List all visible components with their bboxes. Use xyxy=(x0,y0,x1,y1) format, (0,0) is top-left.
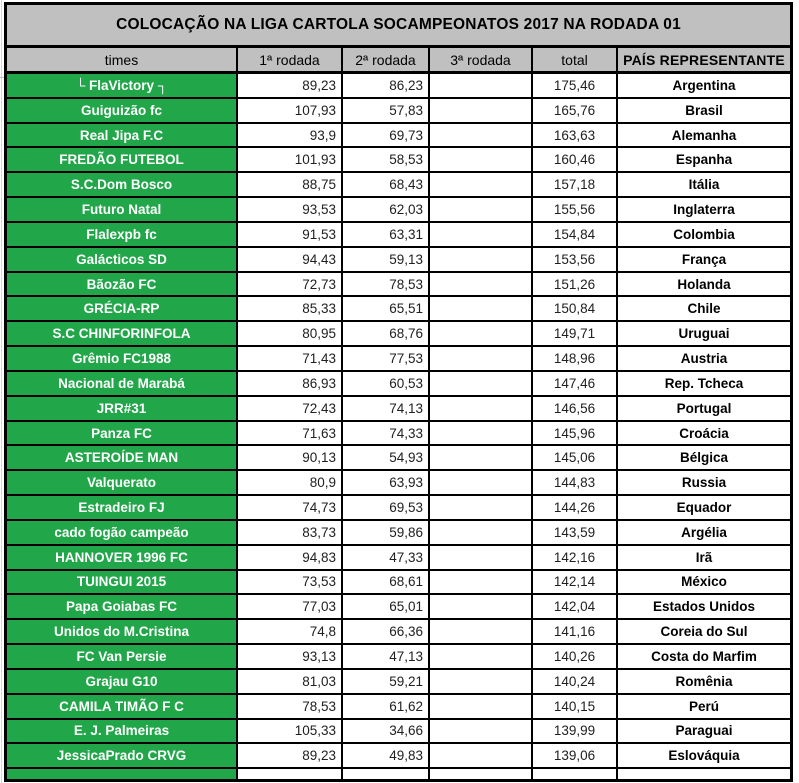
cell-round3[interactable] xyxy=(430,670,533,693)
cell-round3[interactable] xyxy=(430,695,533,718)
league-standings-table xyxy=(4,2,793,782)
cell-team[interactable]: Papa Goiabas FC xyxy=(7,595,238,618)
table-row xyxy=(7,446,790,471)
cell-country[interactable]: Uruguai xyxy=(678,326,730,342)
table-row xyxy=(7,595,790,620)
cell-round2[interactable]: 66,36 xyxy=(343,620,430,643)
table-body xyxy=(7,74,790,769)
cell-round3[interactable] xyxy=(430,645,533,668)
header-row xyxy=(7,48,790,74)
cell-round1[interactable]: 89,23 xyxy=(238,744,343,767)
cell-round3[interactable] xyxy=(430,422,533,445)
cell-total[interactable]: 142,16 xyxy=(533,546,618,569)
table-row xyxy=(7,521,790,546)
cell-round3[interactable] xyxy=(430,372,533,395)
cell-team[interactable]: Grajau G10 xyxy=(7,670,238,693)
table-row xyxy=(7,496,790,521)
cell-round2[interactable] xyxy=(343,769,430,779)
table-row xyxy=(7,223,790,248)
cell-round3[interactable] xyxy=(430,546,533,569)
cell-team[interactable]: FC Van Persie xyxy=(7,645,238,668)
cell-team[interactable]: Valquerato xyxy=(7,471,238,494)
cell-country[interactable]: Portugal xyxy=(676,400,732,416)
cell-round3[interactable] xyxy=(430,148,533,171)
cell-team[interactable]: E. J. Palmeiras xyxy=(7,720,238,743)
cell-round3[interactable] xyxy=(430,173,533,196)
cell-country[interactable]: Holanda xyxy=(677,276,731,292)
cell-country[interactable]: Croácia xyxy=(679,425,729,441)
cell-country[interactable]: Argélia xyxy=(681,524,727,540)
cell-team[interactable] xyxy=(7,769,238,779)
cell-team[interactable]: Real Jipa F.C xyxy=(7,124,238,147)
cell-round3[interactable] xyxy=(430,74,533,97)
cell-country[interactable]: Alemanha xyxy=(671,127,737,143)
cell-team[interactable]: GRÉCIA-RP xyxy=(7,297,238,320)
cell-total[interactable]: 139,06 xyxy=(533,744,618,767)
column-header-rodada-1[interactable]: 1ª rodada xyxy=(238,48,343,71)
table-row xyxy=(7,322,790,347)
cell-total[interactable]: 153,56 xyxy=(533,248,618,271)
cell-country[interactable]: Eslováquia xyxy=(668,748,740,764)
cell-total[interactable]: 141,16 xyxy=(533,620,618,643)
cell-total[interactable]: 148,96 xyxy=(533,347,618,370)
cell-round1[interactable]: 73,53 xyxy=(238,571,343,594)
cell-total[interactable]: 151,26 xyxy=(533,273,618,296)
cell-round2[interactable]: 69,73 xyxy=(343,124,430,147)
sheet-gridline-vertical xyxy=(1,0,2,783)
table-row xyxy=(7,124,790,149)
cell-total[interactable]: 175,46 xyxy=(533,74,618,97)
column-header-pais[interactable]: PAÍS REPRESENTANTE xyxy=(623,51,785,68)
cell-total[interactable]: 143,59 xyxy=(533,521,618,544)
cell-round2[interactable]: 61,62 xyxy=(343,695,430,718)
cell-round2[interactable]: 77,53 xyxy=(343,347,430,370)
cell-round2[interactable]: 59,86 xyxy=(343,521,430,544)
cell-round1[interactable]: 93,13 xyxy=(238,645,343,668)
cell-round2[interactable]: 68,61 xyxy=(343,571,430,594)
cell-total[interactable]: 145,06 xyxy=(533,446,618,469)
cell-country[interactable]: Estados Unidos xyxy=(652,599,755,615)
cell-total[interactable]: 144,26 xyxy=(533,496,618,519)
cell-round3[interactable] xyxy=(430,248,533,271)
column-header-rodada-3[interactable]: 3ª rodada xyxy=(430,48,533,71)
cell-round3[interactable] xyxy=(430,297,533,320)
cell-round1[interactable]: 94,43 xyxy=(238,248,343,271)
cell-round1[interactable]: 72,73 xyxy=(238,273,343,296)
cell-country[interactable]: Itália xyxy=(688,177,720,193)
cell-team[interactable]: Nacional de Marabá xyxy=(7,372,238,395)
table-title-cell[interactable] xyxy=(7,5,790,48)
table-row xyxy=(7,273,790,298)
cell-round1[interactable]: 93,9 xyxy=(238,124,343,147)
cell-round3[interactable] xyxy=(430,471,533,494)
cell-country[interactable]: Equador xyxy=(676,499,732,515)
cell-round2[interactable]: 63,31 xyxy=(343,223,430,246)
cell-round2[interactable]: 62,03 xyxy=(343,198,430,221)
cell-round2[interactable]: 60,53 xyxy=(343,372,430,395)
column-header-times[interactable]: times xyxy=(7,48,238,71)
cell-team[interactable]: Flalexpb fc xyxy=(7,223,238,246)
cell-round1[interactable]: 107,93 xyxy=(238,99,343,122)
cell-team[interactable]: Guiguizão fc xyxy=(7,99,238,122)
cell-country[interactable]: Perú xyxy=(688,698,719,714)
cell-round3[interactable] xyxy=(430,595,533,618)
cell-round1[interactable]: 89,23 xyxy=(238,74,343,97)
table-row xyxy=(7,198,790,223)
cell-round3[interactable] xyxy=(430,99,533,122)
cell-round1[interactable]: 86,93 xyxy=(238,372,343,395)
cell-round3[interactable] xyxy=(430,347,533,370)
cell-total[interactable]: 140,26 xyxy=(533,645,618,668)
table-row xyxy=(7,99,790,124)
cell-round3[interactable] xyxy=(430,620,533,643)
cell-team[interactable]: Estradeiro FJ xyxy=(7,496,238,519)
cell-round2[interactable]: 86,23 xyxy=(343,74,430,97)
cell-round3[interactable] xyxy=(430,223,533,246)
cell-round2[interactable]: 59,13 xyxy=(343,248,430,271)
cell-team[interactable]: JessicaPrado CRVG xyxy=(7,744,238,767)
cell-round2[interactable]: 69,53 xyxy=(343,496,430,519)
cell-total[interactable]: 145,96 xyxy=(533,422,618,445)
cell-round1[interactable]: 88,75 xyxy=(238,173,343,196)
cell-round1[interactable]: 81,03 xyxy=(238,670,343,693)
cell-round1[interactable]: 94,83 xyxy=(238,546,343,569)
cell-team[interactable]: cado fogão campeão xyxy=(7,521,238,544)
cell-total[interactable]: 147,46 xyxy=(533,372,618,395)
cell-total[interactable]: 157,18 xyxy=(533,173,618,196)
cell-country[interactable]: Inglaterra xyxy=(673,202,735,218)
cell-round1[interactable]: 91,53 xyxy=(238,223,343,246)
cell-country[interactable]: Coreia do Sul xyxy=(660,624,748,640)
cell-country[interactable]: México xyxy=(681,574,727,590)
cell-team[interactable]: CAMILA TIMÃO F C xyxy=(7,695,238,718)
cell-country[interactable]: França xyxy=(681,251,727,267)
cell-round1[interactable]: 80,95 xyxy=(238,322,343,345)
cell-round1[interactable]: 71,43 xyxy=(238,347,343,370)
cell-team[interactable]: Futuro Natal xyxy=(7,198,238,221)
cell-round2[interactable]: 59,21 xyxy=(343,670,430,693)
cell-round2[interactable]: 49,83 xyxy=(343,744,430,767)
cell-team[interactable]: └ FlaVictory ┐ xyxy=(7,74,238,97)
cell-round3[interactable] xyxy=(430,446,533,469)
cell-round3[interactable] xyxy=(430,769,533,779)
cell-round1[interactable]: 78,53 xyxy=(238,695,343,718)
table-row xyxy=(7,645,790,670)
cell-country[interactable]: Colombia xyxy=(673,226,735,242)
cell-country[interactable]: Argentina xyxy=(672,77,736,93)
cell-country[interactable]: Russia xyxy=(681,475,727,491)
cell-round1[interactable]: 83,73 xyxy=(238,521,343,544)
cell-team[interactable]: Bãozão FC xyxy=(7,273,238,296)
table-row xyxy=(7,720,790,745)
cell-country[interactable]: Paraguai xyxy=(675,723,733,739)
cell-country[interactable]: Bélgica xyxy=(679,450,729,466)
table-row xyxy=(7,397,790,422)
cell-team[interactable]: HANNOVER 1996 FC xyxy=(7,546,238,569)
cell-round3[interactable] xyxy=(430,397,533,420)
cell-team[interactable]: Unidos do M.Cristina xyxy=(7,620,238,643)
cell-round1[interactable]: 105,33 xyxy=(238,720,343,743)
cell-round2[interactable]: 68,76 xyxy=(343,322,430,345)
cell-team[interactable]: JRR#31 xyxy=(7,397,238,420)
cell-round3[interactable] xyxy=(430,322,533,345)
cell-total[interactable]: 160,46 xyxy=(533,148,618,171)
cell-round2[interactable]: 57,83 xyxy=(343,99,430,122)
cell-total[interactable]: 146,56 xyxy=(533,397,618,420)
cell-team[interactable]: Grêmio FC1988 xyxy=(7,347,238,370)
cell-round2[interactable]: 47,33 xyxy=(343,546,430,569)
cell-round3[interactable] xyxy=(430,521,533,544)
cell-team[interactable]: ASTEROÍDE MAN xyxy=(7,446,238,469)
cell-total[interactable]: 142,04 xyxy=(533,595,618,618)
table-row xyxy=(7,471,790,496)
table-row xyxy=(7,422,790,447)
cell-total[interactable]: 140,15 xyxy=(533,695,618,718)
cell-round1[interactable]: 90,13 xyxy=(238,446,343,469)
cell-round2[interactable]: 74,13 xyxy=(343,397,430,420)
table-row xyxy=(7,347,790,372)
cell-total[interactable]: 140,24 xyxy=(533,670,618,693)
cell-round2[interactable]: 68,43 xyxy=(343,173,430,196)
table-row xyxy=(7,297,790,322)
cell-round2[interactable]: 47,13 xyxy=(343,645,430,668)
cell-country[interactable]: Chile xyxy=(687,301,721,317)
cell-country[interactable]: Austria xyxy=(680,351,728,367)
cell-total[interactable]: 144,83 xyxy=(533,471,618,494)
table-row xyxy=(7,546,790,571)
cell-country[interactable]: Brasil xyxy=(685,102,723,118)
cell-total[interactable]: 139,99 xyxy=(533,720,618,743)
cell-round1[interactable] xyxy=(238,769,343,779)
cell-country[interactable]: Romênia xyxy=(675,673,733,689)
cell-team[interactable]: Galácticos SD xyxy=(7,248,238,271)
cell-round2[interactable]: 65,01 xyxy=(343,595,430,618)
cell-round2[interactable]: 54,93 xyxy=(343,446,430,469)
cell-total[interactable] xyxy=(533,769,618,779)
cell-round2[interactable]: 63,93 xyxy=(343,471,430,494)
cell-country[interactable]: Rep. Tcheca xyxy=(664,375,744,391)
cell-country[interactable]: Espanha xyxy=(675,152,733,168)
cell-round3[interactable] xyxy=(430,273,533,296)
cell-team[interactable]: TUINGUI 2015 xyxy=(7,571,238,594)
cell-round1[interactable]: 85,33 xyxy=(238,297,343,320)
cell-round1[interactable]: 93,53 xyxy=(238,198,343,221)
table-row xyxy=(7,744,790,769)
cell-total[interactable]: 142,14 xyxy=(533,571,618,594)
cell-round3[interactable] xyxy=(430,496,533,519)
cell-round1[interactable]: 74,73 xyxy=(238,496,343,519)
cell-total[interactable]: 165,76 xyxy=(533,99,618,122)
table-row xyxy=(7,670,790,695)
cell-country[interactable]: Costa do Marfim xyxy=(651,648,757,664)
cell-round1[interactable]: 101,93 xyxy=(238,148,343,171)
table-row xyxy=(7,571,790,596)
table-title: COLOCAÇÃO NA LIGA CARTOLA SOCAMPEONATOS 2017 NA RODADA 01 xyxy=(116,16,681,33)
cell-total[interactable]: 150,84 xyxy=(533,297,618,320)
table-row xyxy=(7,620,790,645)
cell-round3[interactable] xyxy=(430,124,533,147)
partial-next-row xyxy=(7,769,790,779)
cell-round3[interactable] xyxy=(430,571,533,594)
cell-round2[interactable]: 74,33 xyxy=(343,422,430,445)
table-row xyxy=(7,74,790,99)
cell-round3[interactable] xyxy=(430,720,533,743)
cell-round2[interactable]: 58,53 xyxy=(343,148,430,171)
cell-round1[interactable]: 77,03 xyxy=(238,595,343,618)
cell-round1[interactable]: 80,9 xyxy=(238,471,343,494)
cell-team[interactable]: FREDÃO FUTEBOL xyxy=(7,148,238,171)
cell-round3[interactable] xyxy=(430,744,533,767)
table-row xyxy=(7,148,790,173)
column-header-total[interactable]: total xyxy=(533,48,618,71)
cell-round2[interactable]: 65,51 xyxy=(343,297,430,320)
cell-team[interactable]: Panza FC xyxy=(7,422,238,445)
cell-round1[interactable]: 71,63 xyxy=(238,422,343,445)
cell-total[interactable]: 154,84 xyxy=(533,223,618,246)
cell-team[interactable]: S.C CHINFORINFOLA xyxy=(7,322,238,345)
cell-total[interactable]: 149,71 xyxy=(533,322,618,345)
table-row xyxy=(7,372,790,397)
cell-total[interactable]: 155,56 xyxy=(533,198,618,221)
table-row xyxy=(7,173,790,198)
cell-country[interactable] xyxy=(618,769,790,779)
cell-round2[interactable]: 34,66 xyxy=(343,720,430,743)
cell-round2[interactable]: 78,53 xyxy=(343,273,430,296)
cell-country[interactable]: Irã xyxy=(695,549,713,565)
cell-round1[interactable]: 74,8 xyxy=(238,620,343,643)
table-row xyxy=(7,695,790,720)
cell-team[interactable]: S.C.Dom Bosco xyxy=(7,173,238,196)
table-row xyxy=(7,248,790,273)
cell-round1[interactable]: 72,43 xyxy=(238,397,343,420)
cell-total[interactable]: 163,63 xyxy=(533,124,618,147)
cell-round3[interactable] xyxy=(430,198,533,221)
column-header-rodada-2[interactable]: 2ª rodada xyxy=(343,48,430,71)
